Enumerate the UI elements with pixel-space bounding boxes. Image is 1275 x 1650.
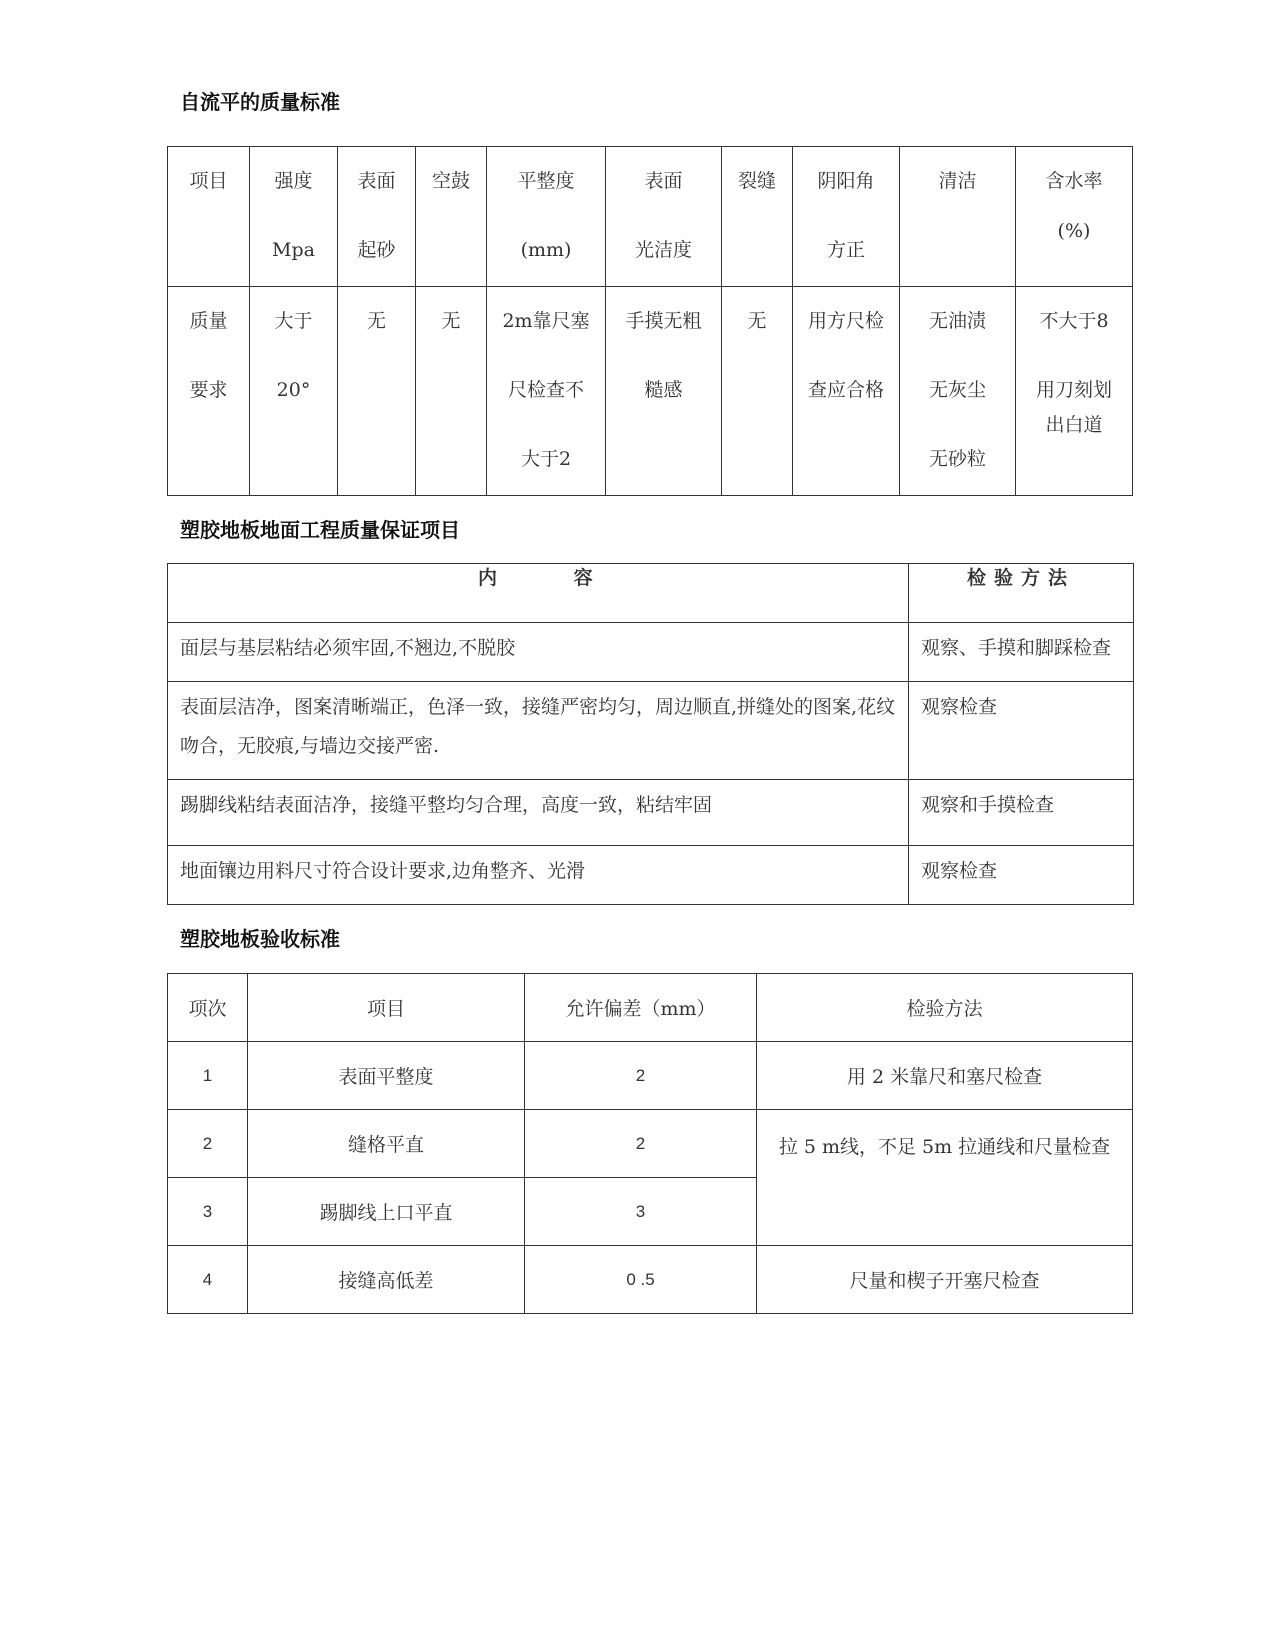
header-cell [1016,147,1133,287]
header-row [168,147,1133,287]
cell-line: 出白道 [1045,414,1103,436]
no-header: 项次 [168,974,248,1042]
self-leveling-quality-table [167,146,1133,496]
method-header: 检验方法 [909,564,1134,623]
section2-title: 塑胶地板地面工程质量保证项目 [180,518,460,542]
header-cell [338,147,416,287]
header-cell [793,147,900,287]
cell-line: 空鼓 [431,170,470,192]
cell-line: 用方尺检 [807,310,884,332]
cell-line [168,216,249,285]
requirement-cell [722,287,793,496]
acceptance-standard-table [167,973,1133,1314]
table-header-row [168,974,1133,1042]
content-cell: 表面层洁净，图案清晰端正，色泽一致，接缝严密均匀，周边顺直,拼缝处的图案,花纹吻合，无胶痕,与墙边交接严密. [168,682,909,780]
table-row [168,682,1134,780]
cell-line: 大于 [274,310,313,332]
table-row [168,780,1134,846]
content-cell: 地面镶边用料尺寸符合设计要求,边角整齐、光滑 [168,846,909,905]
cell-line: 起砂 [357,239,396,261]
cell-line: 糙感 [644,379,683,401]
method-cell: 拉 5 m线，不足 5m 拉通线和尺量检查 [757,1110,1133,1246]
content-cell: 踢脚线粘结表面洁净，接缝平整均匀合理，高度一致，粘结牢固 [168,780,909,846]
item-header: 项目 [248,974,525,1042]
row-number: 2 [168,1110,248,1178]
method-cell: 用 2 米靠尺和塞尺检查 [757,1042,1133,1110]
row-number: 1 [168,1042,248,1110]
header-cell [900,147,1016,287]
cell-line: 无 [441,310,461,332]
cell-line: 项目 [189,170,228,192]
quality-assurance-table [167,563,1134,905]
cell-line: 大于2 [520,448,572,470]
cell-line: 手摸无粗 [625,310,702,332]
cell-line: 无灰尘 [928,379,986,401]
cell-line: (%) [1057,220,1091,242]
requirement-cell [793,287,900,496]
requirement-cell [416,287,487,496]
requirement-cell [168,287,250,496]
item-cell: 踢脚线上口平直 [248,1178,525,1246]
requirement-row [168,287,1133,496]
table-row [168,623,1134,682]
table-row [168,1042,1133,1110]
cell-line: 光洁度 [634,239,692,261]
content-header-label: 内 容 [478,567,593,589]
table-row [168,1110,1133,1178]
tolerance-cell: 0 .5 [525,1246,757,1314]
cell-line: 阴阳角 [817,170,875,192]
item-cell: 缝格平直 [248,1110,525,1178]
cell-line: 表面 [357,170,396,192]
section1-title: 自流平的质量标准 [180,90,340,114]
cell-line: 20° [276,379,311,401]
method-cell: 尺量和楔子开塞尺检查 [757,1246,1133,1314]
method-cell: 观察和手摸检查 [909,780,1134,846]
cell-line: 裂缝 [737,170,776,192]
header-cell [250,147,338,287]
requirement-cell [1016,287,1133,496]
row-number: 4 [168,1246,248,1314]
item-cell: 表面平整度 [248,1042,525,1110]
row-number: 3 [168,1178,248,1246]
content-header [168,564,909,623]
requirement-cell [487,287,606,496]
requirement-cell [606,287,722,496]
cell-line [416,216,486,285]
cell-line: 平整度 [517,170,575,192]
cell-line: 用刀刻划 [1035,379,1112,401]
header-cell [487,147,606,287]
cell-line: 无砂粒 [928,448,986,470]
cell-line: 质量 [189,310,228,332]
cell-line: 尺检查不 [507,379,584,401]
cell-line: Mpa [272,239,315,261]
cell-line: 方正 [826,239,865,261]
method-cell: 观察检查 [909,682,1134,780]
tolerance-cell: 2 [525,1042,757,1110]
tolerance-header: 允许偏差（mm） [525,974,757,1042]
cell-line: 不大于8 [1039,310,1109,332]
tolerance-cell: 2 [525,1110,757,1178]
content-cell: 面层与基层粘结必须牢固,不翘边,不脱胶 [168,623,909,682]
header-cell [416,147,487,287]
tolerance-cell: 3 [525,1178,757,1246]
cell-line: 查应合格 [807,379,884,401]
requirement-cell [250,287,338,496]
cell-line: 清洁 [938,170,977,192]
section3-title: 塑胶地板验收标准 [180,927,340,951]
method-header: 检验方法 [757,974,1133,1042]
cell-line: 无 [747,310,767,332]
table-header-row [168,564,1134,623]
cell-line [722,216,792,285]
item-cell: 接缝高低差 [248,1246,525,1314]
method-cell: 观察、手摸和脚踩检查 [909,623,1134,682]
cell-line: (mm) [520,239,572,261]
cell-line: 无油渍 [928,310,986,332]
method-cell: 观察检查 [909,846,1134,905]
table-row [168,1246,1133,1314]
cell-line: 表面 [644,170,683,192]
requirement-cell [900,287,1016,496]
header-cell [722,147,793,287]
cell-line: 含水率 [1045,170,1103,192]
header-cell [606,147,722,287]
cell-line: 无 [366,310,386,332]
cell-line [900,216,1015,285]
cell-line: 2m靠尺塞 [502,310,590,332]
cell-line: 要求 [189,379,228,401]
table-row [168,846,1134,905]
header-cell [168,147,250,287]
cell-line: 强度 [274,170,313,192]
requirement-cell [338,287,416,496]
